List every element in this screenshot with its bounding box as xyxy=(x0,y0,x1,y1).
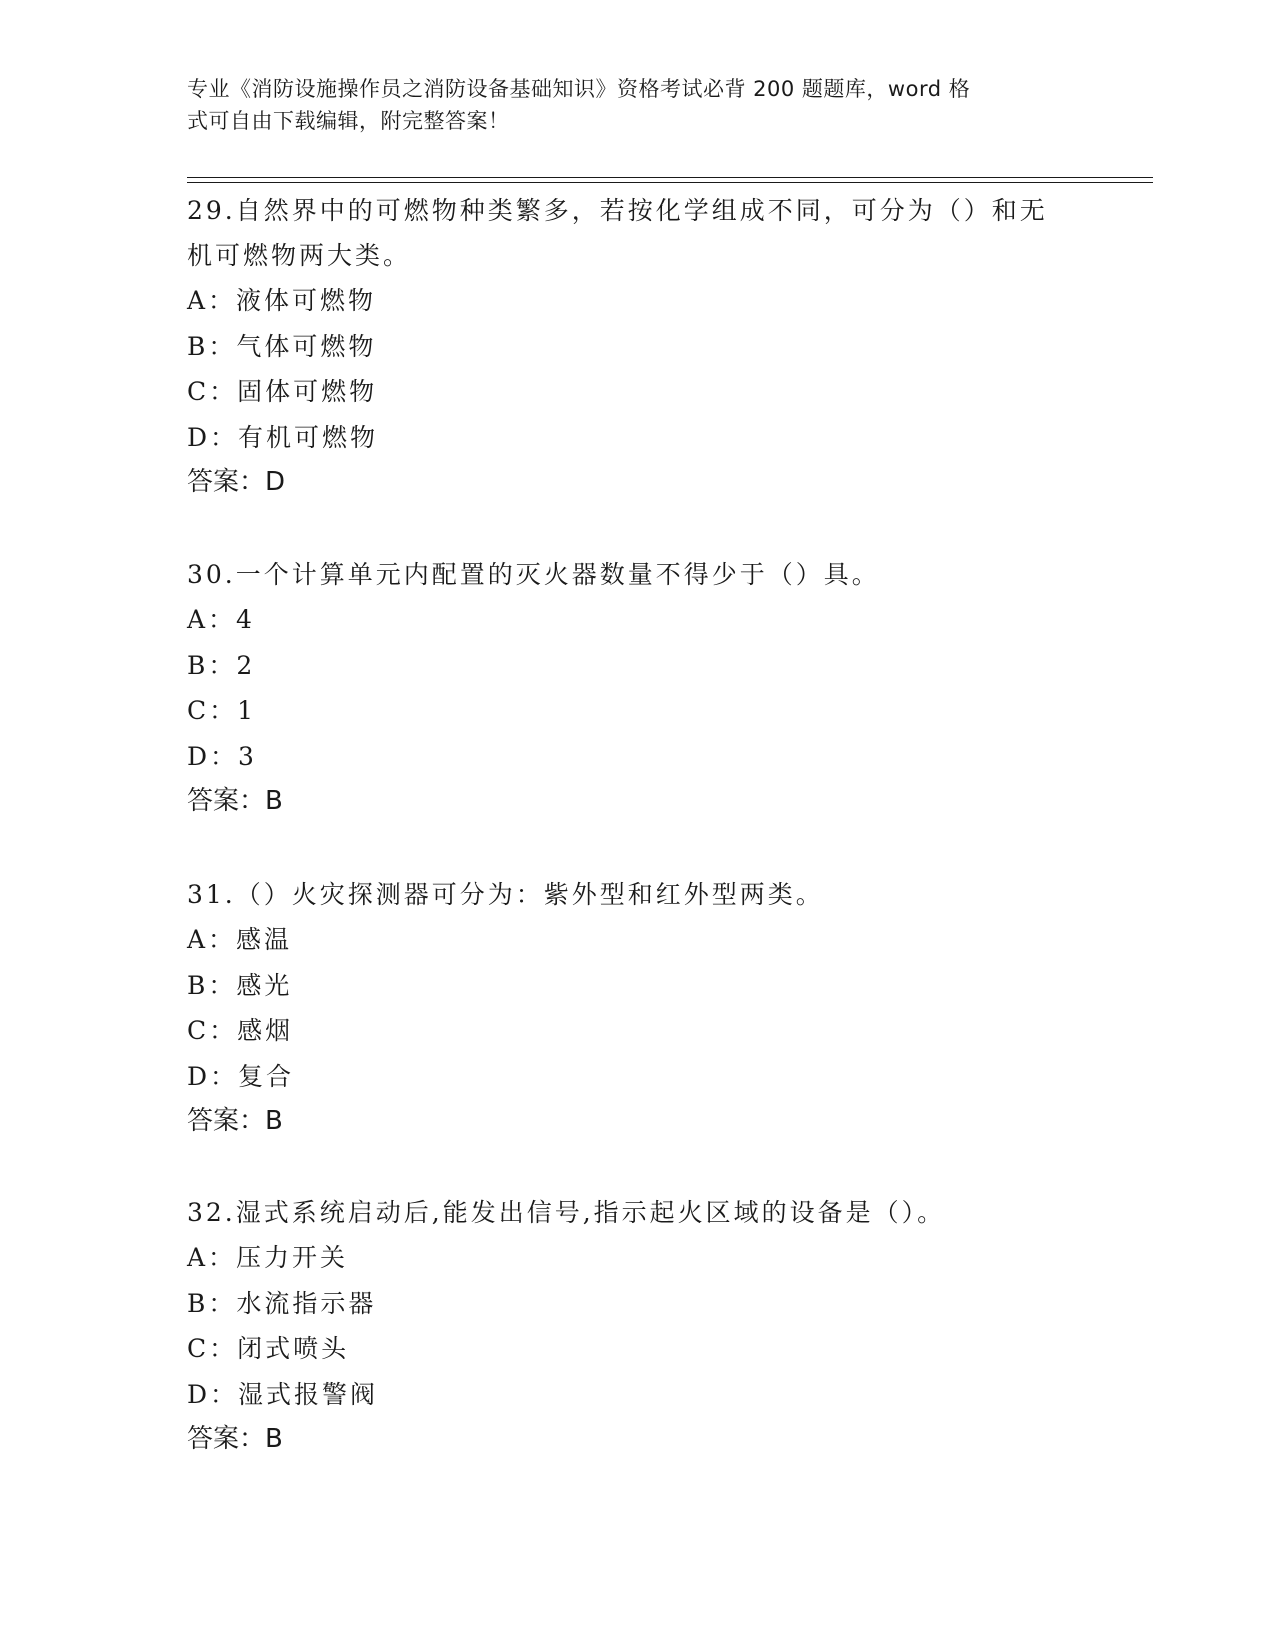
option-c: C：闭式喷头 xyxy=(187,1334,350,1363)
option-c: C：固体可燃物 xyxy=(187,377,378,406)
question-text-continued: 机可燃物两大类。 xyxy=(187,241,412,270)
option-b: B：2 xyxy=(187,650,256,680)
answer: 答案：B xyxy=(187,786,283,816)
question-29 xyxy=(187,188,1087,505)
option-a: A：压力开关 xyxy=(187,1243,349,1272)
question-text: 29.自然界中的可燃物种类繁多，若按化学组成不同，可分为（）和无 xyxy=(187,196,1048,225)
header-divider-bottom xyxy=(187,182,1153,183)
option-d: D：3 xyxy=(187,741,257,771)
option-b: B：气体可燃物 xyxy=(187,331,377,361)
answer: 答案：B xyxy=(187,1424,283,1454)
answer: 答案：D xyxy=(187,467,286,497)
question-text: 32.湿式系统启动后,能发出信号,指示起火区域的设备是（）。 xyxy=(187,1198,946,1227)
question-30 xyxy=(187,552,1087,824)
question-text: 30.一个计算单元内配置的灭火器数量不得少于（）具。 xyxy=(187,560,880,589)
question-text: 31.（）火灾探测器可分为：紫外型和红外型两类。 xyxy=(187,880,824,909)
question-31 xyxy=(187,872,1087,1144)
answer: 答案：B xyxy=(187,1106,283,1136)
document-header xyxy=(187,73,1067,137)
option-c: C：感烟 xyxy=(187,1016,294,1045)
option-d: D：复合 xyxy=(187,1061,295,1091)
option-a: A：液体可燃物 xyxy=(187,286,377,315)
header-line-2: 式可自由下载编辑，附完整答案！ xyxy=(187,109,510,133)
option-d: D：湿式报警阀 xyxy=(187,1379,379,1409)
header-divider-top xyxy=(187,177,1153,178)
option-d: D：有机可燃物 xyxy=(187,422,379,452)
option-b: B：水流指示器 xyxy=(187,1288,377,1318)
header-line-1: 专业《消防设施操作员之消防设备基础知识》资格考试必背 200 题题库，word 格 xyxy=(187,77,971,101)
option-a: A：4 xyxy=(187,605,255,634)
question-32 xyxy=(187,1190,1087,1462)
option-c: C：1 xyxy=(187,696,257,725)
option-b: B：感光 xyxy=(187,970,293,1000)
option-a: A：感温 xyxy=(187,925,293,954)
